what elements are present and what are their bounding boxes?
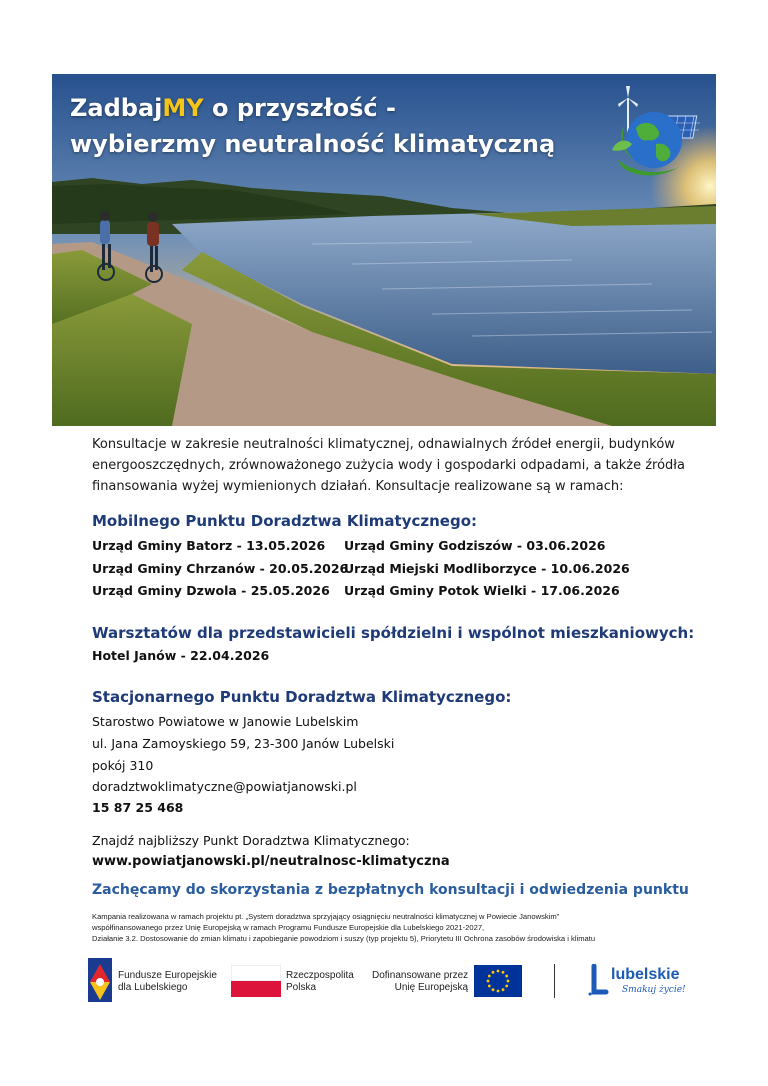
globe-wind-solar-icon — [588, 86, 706, 182]
hero-title-line2: wybierzmy neutralność klimatyczną — [70, 130, 556, 158]
office-room: pokój 310 — [92, 758, 154, 773]
stationary-section-title: Stacjonarnego Punktu Doradztwa Klimatycznego: — [92, 688, 512, 706]
project-footnote — [92, 911, 712, 944]
website-link[interactable]: www.powiatjanowski.pl/neutralnosc-klimatyczna — [92, 854, 450, 869]
call-to-action: Zachęcamy do skorzystania z bezpłatnych konsultacji i odwiedzenia punktu — [92, 882, 689, 898]
office-address: ul. Jana Zamoyskiego 59, 23-300 Janów Lubelski — [92, 736, 395, 751]
office-name: Starostwo Powiatowe w Janowie Lubelskim — [92, 714, 359, 729]
intro-line: energooszczędnych, zrównoważonego zużycia wody i gospodarki odpadami, a także źródła — [92, 458, 685, 473]
mobile-location-item: Urząd Gminy Godziszów - 03.06.2026 — [344, 538, 606, 553]
eu-logo-line: Dofinansowane przez — [372, 970, 469, 981]
eu-logo-line: Unię Europejską — [394, 982, 468, 993]
hero-title-line1 — [70, 90, 555, 126]
hero-title-highlight: MY — [162, 94, 204, 122]
lubelskie-logo-icon — [588, 964, 610, 998]
footnote-line: Kampania realizowana w ramach projektu pt. „System doradztwa sprzyjający osiągnięciu neutralności klimatycznej w Powiecie Janowskim” — [92, 912, 560, 921]
mobile-location-item: Urząd Miejski Modliborzyce - 10.06.2026 — [344, 561, 630, 576]
fe-logo-line: Fundusze Europejskie — [118, 970, 217, 981]
hero-title-pre: Zadbaj — [70, 94, 163, 122]
mobile-location-item: Urząd Gminy Chrzanów - 20.05.2026 — [92, 561, 349, 576]
mobile-section-title: Mobilnego Punktu Doradztwa Klimatycznego: — [92, 512, 478, 530]
poland-flag-icon — [231, 965, 281, 997]
hero-title — [70, 90, 555, 162]
logo-divider — [554, 964, 555, 998]
hero-banner — [52, 74, 716, 426]
intro-line: Konsultacje w zakresie neutralności klimatycznej, odnawialnych źródeł energii, budynków — [92, 437, 675, 452]
eu-logo-text — [372, 970, 468, 994]
workshop-item: Hotel Janów - 22.04.2026 — [92, 648, 270, 663]
logo-bar — [0, 956, 768, 1006]
lubelskie-name: lubelskie — [611, 966, 680, 983]
rp-logo-text — [286, 970, 354, 994]
lubelskie-tagline: Smakuj życie! — [622, 985, 686, 995]
hero-title-post: o przyszłość - — [203, 94, 396, 122]
find-label: Znajdź najbliższy Punkt Doradztwa Klimatycznego: — [92, 833, 410, 848]
fe-logo-line: dla Lubelskiego — [118, 982, 188, 993]
footnote-line: współfinansowanego przez Unię Europejską w ramach Programu Fundusze Europejskie dla Lubelskiego 2021-2027, — [92, 923, 485, 932]
fe-logo-icon — [88, 958, 112, 1002]
workshops-section-title: Warsztatów dla przedstawicieli spółdzielni i wspólnot mieszkaniowych: — [92, 624, 695, 642]
mobile-location-item: Urząd Gminy Batorz - 13.05.2026 — [92, 538, 326, 553]
footnote-line: Działanie 3.2. Dostosowanie do zmian klimatu i zapobieganie powodziom i suszy (typ projektu 5), Priorytetu III Ochrona zasobów środowiska i klimatu — [92, 934, 596, 943]
fe-logo-text — [118, 970, 217, 994]
intro-line: finansowania wyżej wymienionych działań. Konsultacje realizowane są w ramach: — [92, 479, 624, 494]
eu-flag-icon — [474, 965, 522, 997]
intro-paragraph — [92, 434, 692, 497]
mobile-location-item: Urząd Gminy Dzwola - 25.05.2026 — [92, 583, 330, 598]
email-link[interactable]: doradztwoklimatyczne@powiatjanowski.pl — [92, 779, 357, 794]
rp-logo-line: Polska — [286, 982, 317, 993]
phone-number: 15 87 25 468 — [92, 800, 184, 815]
rp-logo-line: Rzeczpospolita — [286, 970, 354, 981]
mobile-location-item: Urząd Gminy Potok Wielki - 17.06.2026 — [344, 583, 620, 598]
